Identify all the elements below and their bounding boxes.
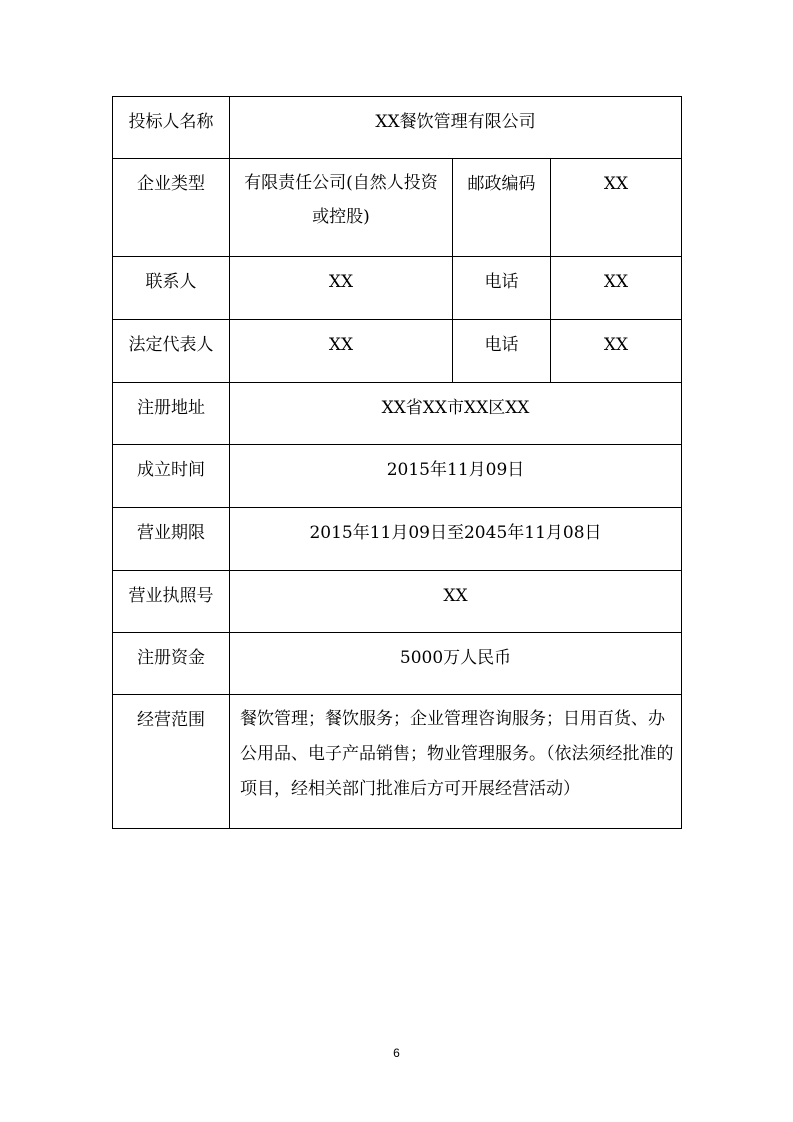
- license-number-value: XX: [230, 571, 682, 633]
- established-date-label: 成立时间: [113, 445, 230, 508]
- legal-rep-label: 法定代表人: [113, 320, 230, 383]
- bidder-name-value: XX餐饮管理有限公司: [230, 97, 682, 159]
- table-row: [113, 508, 682, 571]
- registered-address-label: 注册地址: [113, 383, 230, 445]
- business-term-label: 营业期限: [113, 508, 230, 571]
- business-term-value: 2015年11月09日至2045年11月08日: [230, 508, 682, 571]
- license-number-label: 营业执照号: [113, 571, 230, 633]
- established-date-value: 2015年11月09日: [230, 445, 682, 508]
- business-scope-value: 餐饮管理；餐饮服务；企业管理咨询服务；日用百货、办公用品、电子产品销售；物业管理服务。（依法须经批准的项目，经相关部门批准后方可开展经营活动）: [230, 695, 682, 829]
- page-number: 6: [393, 1046, 400, 1060]
- table-row: [113, 257, 682, 320]
- postal-code-label: 邮政编码: [453, 159, 551, 257]
- legal-rep-phone-value: XX: [551, 320, 682, 383]
- contact-phone-label: 电话: [453, 257, 551, 320]
- company-type-label: 企业类型: [113, 159, 230, 257]
- table-row: [113, 695, 682, 829]
- table-row: [113, 571, 682, 633]
- bidder-name-label: 投标人名称: [113, 97, 230, 159]
- table-row: [113, 445, 682, 508]
- table-row: [113, 97, 682, 159]
- business-scope-label: 经营范围: [113, 695, 230, 829]
- registered-capital-label: 注册资金: [113, 633, 230, 695]
- table-row: [113, 320, 682, 383]
- registered-address-value: XX省XX市XX区XX: [230, 383, 682, 445]
- postal-code-value: XX: [551, 159, 682, 257]
- contact-person-value: XX: [230, 257, 453, 320]
- bidder-info-table: [112, 96, 682, 829]
- contact-phone-value: XX: [551, 257, 682, 320]
- table-row: [113, 633, 682, 695]
- legal-rep-phone-label: 电话: [453, 320, 551, 383]
- registered-capital-value: 5000万人民币: [230, 633, 682, 695]
- company-type-value: 有限责任公司(自然人投资或控股): [230, 159, 453, 257]
- table-row: [113, 159, 682, 257]
- contact-person-label: 联系人: [113, 257, 230, 320]
- legal-rep-value: XX: [230, 320, 453, 383]
- table-row: [113, 383, 682, 445]
